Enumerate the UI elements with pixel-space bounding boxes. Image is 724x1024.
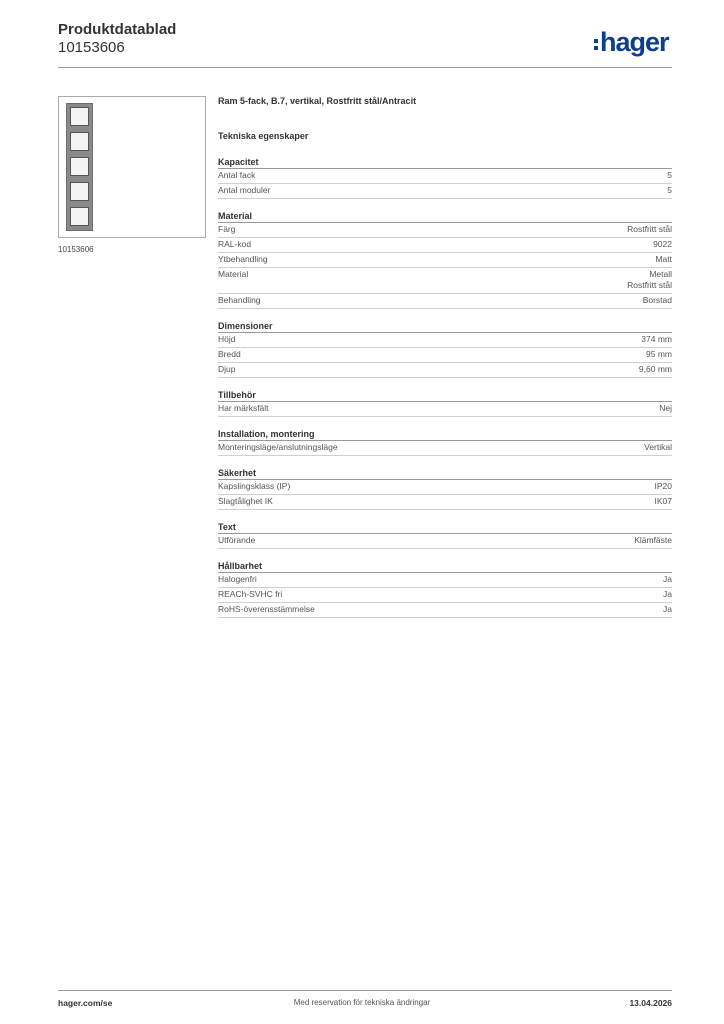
section-title: Dimensioner: [218, 320, 672, 333]
property-row: [218, 238, 672, 253]
header-divider: [58, 67, 672, 68]
property-value: [655, 496, 673, 507]
property-label: Material: [218, 269, 249, 279]
section-title: Hållbarhet: [218, 560, 672, 573]
property-row: [218, 294, 672, 309]
property-label: Har märksfält: [218, 403, 269, 413]
property-value: [663, 604, 672, 615]
property-value: [655, 254, 672, 265]
properties-table: [218, 156, 672, 629]
property-value-line: 95 mm: [646, 349, 672, 359]
property-row: [218, 363, 672, 378]
property-value-line: Borstad: [642, 295, 672, 305]
property-label: Halogenfri: [218, 574, 257, 584]
property-value: [627, 269, 672, 291]
section-kapacitet: [218, 156, 672, 199]
property-row: [218, 333, 672, 348]
property-value: [663, 589, 672, 600]
section-title: Säkerhet: [218, 467, 672, 480]
property-label: Bredd: [218, 349, 241, 359]
frame-5-gang-icon: [66, 103, 93, 231]
property-value-line: Klämfäste: [634, 535, 672, 545]
property-value-line: Ja: [663, 604, 672, 614]
property-row: [218, 588, 672, 603]
property-label: Utförande: [218, 535, 256, 545]
property-label: Färg: [218, 224, 236, 234]
property-row: [218, 534, 672, 549]
document-title: Produktdatablad: [58, 21, 177, 38]
property-label: Djup: [218, 364, 236, 374]
property-value: [653, 239, 672, 250]
property-value-line: IK07: [654, 496, 672, 506]
property-value: [641, 334, 672, 345]
property-row: [218, 184, 672, 199]
property-row: [218, 441, 672, 456]
section-title: Material: [218, 210, 672, 223]
property-value: [643, 295, 672, 306]
image-caption: 10153606: [58, 245, 94, 254]
property-value: [627, 224, 672, 235]
property-value-line: Vertikal: [644, 442, 672, 452]
property-row: [218, 402, 672, 417]
section-hållbarhet: [218, 560, 672, 618]
article-number: 10153606: [58, 39, 125, 56]
property-value: [639, 364, 672, 375]
property-value: [644, 442, 672, 453]
section-title: Text: [218, 521, 672, 534]
property-label: Antal moduler: [218, 185, 271, 195]
property-value: [655, 481, 673, 492]
property-label: Behandling: [218, 295, 261, 305]
property-row: [218, 253, 672, 268]
property-row: [218, 603, 672, 618]
property-value-line: 5: [667, 170, 672, 180]
property-value-line: 9,60 mm: [638, 364, 672, 374]
section-installation-montering: [218, 428, 672, 456]
product-image: [58, 96, 206, 238]
property-row: [218, 268, 672, 294]
property-value-line: Nej: [659, 403, 672, 413]
property-value: [634, 535, 672, 546]
properties-heading: Tekniska egenskaper: [218, 131, 309, 141]
property-row: [218, 169, 672, 184]
logo-wordmark: hager: [600, 26, 669, 57]
section-text: [218, 521, 672, 549]
property-label: Antal fack: [218, 170, 256, 180]
property-label: Slagtålighet IK: [218, 496, 273, 506]
property-row: [218, 495, 672, 510]
hager-logo: [594, 27, 669, 57]
footer-divider: [58, 990, 672, 991]
footer-disclaimer: Med reservation för tekniska ändringar: [293, 998, 431, 1007]
property-row: [218, 223, 672, 238]
section-dimensioner: [218, 320, 672, 378]
property-value: [667, 170, 672, 181]
property-value-line: Metall: [649, 269, 672, 279]
property-value-line: Matt: [655, 254, 672, 264]
property-value-line: 5: [667, 185, 672, 195]
property-label: REACh-SVHC fri: [218, 589, 283, 599]
property-row: [218, 573, 672, 588]
property-value: [663, 574, 672, 585]
property-value: [659, 403, 672, 414]
property-label: Ytbehandling: [218, 254, 268, 264]
logo-dots-icon: [594, 39, 598, 50]
property-row: [218, 348, 672, 363]
footer-date: 13.04.2026: [629, 998, 672, 1008]
property-value-line: Rostfritt stål: [627, 280, 672, 290]
property-value-line: 9022: [653, 239, 672, 249]
property-label: RoHS-överensstämmelse: [218, 604, 315, 614]
property-label: Höjd: [218, 334, 236, 344]
property-value-line: 374 mm: [641, 334, 672, 344]
property-row: [218, 480, 672, 495]
property-value-line: Ja: [663, 574, 672, 584]
property-value-line: Rostfritt stål: [627, 224, 672, 234]
property-label: Monteringsläge/anslutningsläge: [218, 442, 338, 452]
property-value: [646, 349, 672, 360]
section-material: [218, 210, 672, 309]
property-value-line: Ja: [663, 589, 672, 599]
property-value: [667, 185, 672, 196]
property-label: RAL-kod: [218, 239, 252, 249]
section-title: Kapacitet: [218, 156, 672, 169]
product-title: Ram 5-fack, B.7, vertikal, Rostfritt stål/Antracit: [218, 96, 417, 106]
section-title: Tillbehör: [218, 389, 672, 402]
property-value-line: IP20: [654, 481, 672, 491]
section-title: Installation, montering: [218, 428, 672, 441]
section-säkerhet: [218, 467, 672, 510]
property-label: Kapslingsklass (IP): [218, 481, 291, 491]
footer-website: hager.com/se: [58, 998, 113, 1008]
section-tillbehör: [218, 389, 672, 417]
